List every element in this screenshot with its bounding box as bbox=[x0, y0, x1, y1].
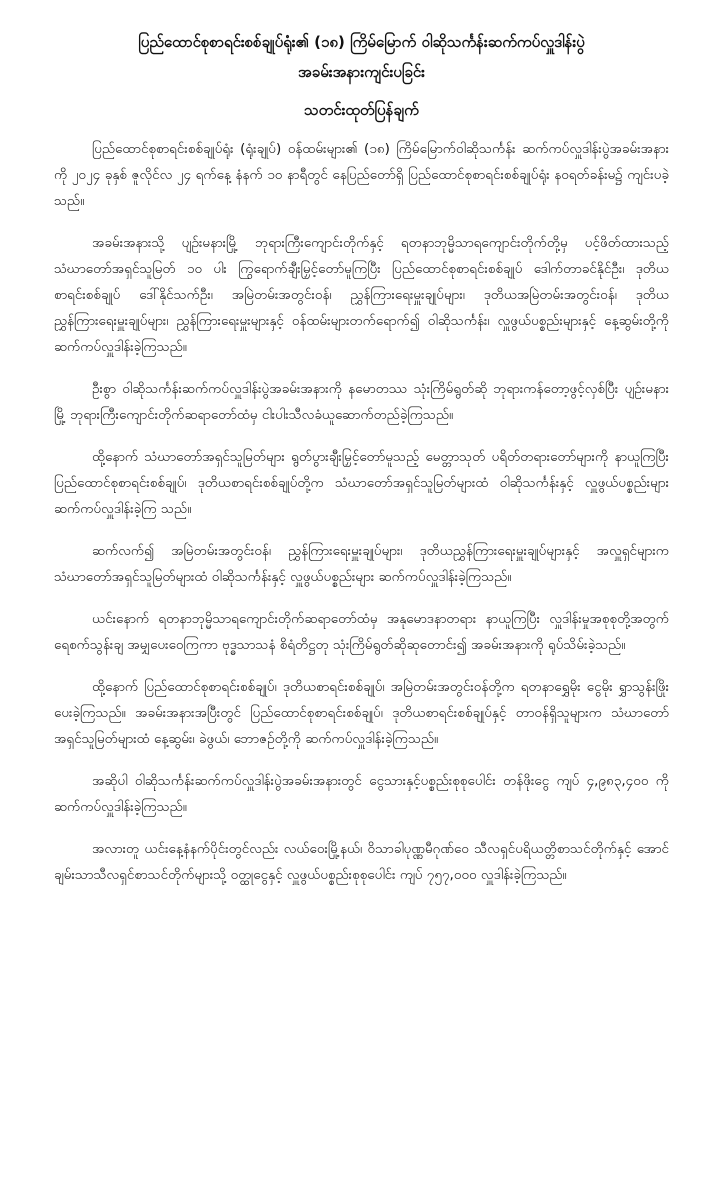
paragraph: အလားတူ ယင်းနေ့နံနက်ပိုင်းတွင်လည်း လယ်ဝေးမြို့နယ်၊ ဝိသာခါပုဏ္ဏမီဂုဏ်ဝေ သီလရှင်ပရိယတ္တိစာသင်တိုက်နှင့် အောင်ချမ်းသာသီလရှင်စာသင်တိုက်များသို့ ဝတ္ထုငွေနှင့် လှူဖွယ်ပစ္စည်းစုစုပေါင်း ကျပ် ၇၅၇,၀၀၀ လှူဒါန်းခဲ့ကြသည်။ bbox=[54, 841, 669, 883]
paragraph: ဦးစွာ ဝါဆိုသင်္ကန်းဆက်ကပ်လှူဒါန်းပွဲအခမ်းအနားကို နမောတဿ သုံးကြိမ်ရွတ်ဆို ဘုရားကန်တော့ဖွင့်လှစ်ပြီး ပျဉ်းမနားမြို့ ဘုရားကြီးကျောင်းတိုက်ဆရာတော်ထံမှ ငါးပါးသီလခံယူဆောက်တည်ခဲ့ကြသည်။ bbox=[54, 381, 669, 423]
document-subtitle: သတင်းထုတ်ပြန်ချက် bbox=[304, 101, 419, 119]
paragraph: ထို့နောက် သံဃာတော်အရှင်သူမြတ်များ ရွတ်ပွားချီးမြှင့်တော်မူသည့် မေတ္တာသုတ် ပရိတ်တရားတော်များကို နာယူကြပြီး ပြည်ထောင်စုစာရင်းစစ်ချုပ်၊ ဒုတိယစာရင်းစစ်ချုပ်တို့က သံဃာတော်အရှင်သူမြတ်များထံ ဝါဆိုသင်္ကန်းနှင့် လှူဖွယ်ပစ္စည်းများ ဆက်ကပ်လှူဒါန်းခဲ့ကြ သည်။ bbox=[54, 449, 669, 517]
paragraph: အဆိုပါ ဝါဆိုသင်္ကန်းဆက်ကပ်လှူဒါန်းပွဲအခမ်းအနားတွင် ငွေသားနှင့်ပစ္စည်းစုစုပေါင်း တန်ဖိုးငွေ ကျပ် ၄,၉၈၃,၄၀၀ ကို ဆက်ကပ်လှူဒါန်းခဲ့ကြသည်။ bbox=[54, 773, 669, 815]
paragraph: ယင်းနောက် ရတနာဘုမ္မိသာရကျောင်းတိုက်ဆရာတော်ထံမှ အနုမောဒနာတရား နာယူကြပြီး လှူဒါန်းမှုအစုစုတို့အတွက် ရေစက်သွန်းချ အမျှပေးဝေကြကာ ဗုဒ္ဓသာသနံ စိရံတိဋ္ဌတု သုံးကြိမ်ရွတ်ဆိုဆုတောင်း၍ အခမ်းအနားကို ရုပ်သိမ်းခဲ့သည်။ bbox=[54, 611, 669, 653]
document-title-line-1: ပြည်ထောင်စုစာရင်းစစ်ချုပ်ရုံး၏ (၁၈) ကြိမ်မြောက် ဝါဆိုသင်္ကန်းဆက်ကပ်လှူဒါန်းပွဲ bbox=[138, 33, 585, 51]
paragraph: ဆက်လက်၍ အမြဲတမ်းအတွင်းဝန်၊ ညွှန်ကြားရေးမှူးချုပ်များ၊ ဒုတိယညွှန်ကြားရေးမှူးချုပ်များနှင့် အလှူရှင်များက သံဃာတော်အရှင်သူမြတ်များထံ ဝါဆိုသင်္ကန်းနှင့် လှူဖွယ်ပစ္စည်းများ ဆက်ကပ်လှူဒါန်းခဲ့ကြသည်။ bbox=[54, 543, 669, 585]
paragraph: ထို့နောက် ပြည်ထောင်စုစာရင်းစစ်ချုပ်၊ ဒုတိယစာရင်းစစ်ချုပ်၊ အမြဲတမ်းအတွင်းဝန်တို့က ရတနာရွှေမိုး ငွေမိုး ရွှာသွန်းဖြိုးပေးခဲ့ကြသည်။ အခမ်းအနားအပြီးတွင် ပြည်ထောင်စုစာရင်းစစ်ချုပ်၊ ဒုတိယစာရင်းစစ်ချုပ်နှင့် တာဝန်ရှိသူများက သံဃာတော်အရှင်သူမြတ်များထံ နေ့ဆွမ်း၊ ခဲဖွယ်၊ ဘောဇဉ်တို့ကို ဆက်ကပ်လှူဒါန်းခဲ့ကြသည်။ bbox=[54, 679, 669, 747]
document-title-line-2: အခမ်းအနားကျင်းပခြင်း bbox=[298, 63, 425, 81]
paragraph: ပြည်ထောင်စုစာရင်းစစ်ချုပ်ရုံး (ရုံးချုပ်) ဝန်ထမ်းများ၏ (၁၈) ကြိမ်မြောက်ဝါဆိုသင်္ကန်း ဆက်ကပ်လှူဒါန်းပွဲအခမ်းအနားကို ၂၀၂၄ ခုနှစ် ဇူလိုင်လ ၂၄ ရက်နေ့ နံနက် ၁၀ နာရီတွင် နေပြည်တော်ရှိ ပြည်ထောင်စုစာရင်းစစ်ချုပ်ရုံး နဝရတ်ခန်းမ၌ ကျင်းပခဲ့သည်။ bbox=[54, 141, 669, 209]
paragraph: အခမ်းအနားသို့ ပျဉ်းမနားမြို့ ဘုရားကြီးကျောင်းတိုက်နှင့် ရတနာဘုမ္မိသာရကျောင်းတိုက်တို့မှ ပင့်ဖိတ်ထားသည့် သံဃာတော်အရှင်သူမြတ် ၁၀ ပါး ကြွရောက်ချီးမြှင့်တော်မူကြပြီး ပြည်ထောင်စုစာရင်းစစ်ချုပ် ဒေါက်တာခင်နိုင်ဦး၊ ဒုတိယစာရင်းစစ်ချုပ် ဒေါ်နိုင်သက်ဦး၊ အမြဲတမ်းအတွင်းဝန်၊ ညွှန်ကြားရေးမှူးချုပ်များ၊ ဒုတိယအမြဲတမ်းအတွင်းဝန်၊ ဒုတိယညွှန်ကြားရေးမှူးချုပ်များ၊ ညွှန်ကြားရေးမှူးများနှင့် ဝန်ထမ်းများတက်ရောက်၍ ဝါဆိုသင်္ကန်း၊ လှူဖွယ်ပစ္စည်းများနှင့် နေ့ဆွမ်းတို့ကို ဆက်ကပ်လှူဒါန်းခဲ့ကြသည်။ bbox=[54, 235, 669, 355]
